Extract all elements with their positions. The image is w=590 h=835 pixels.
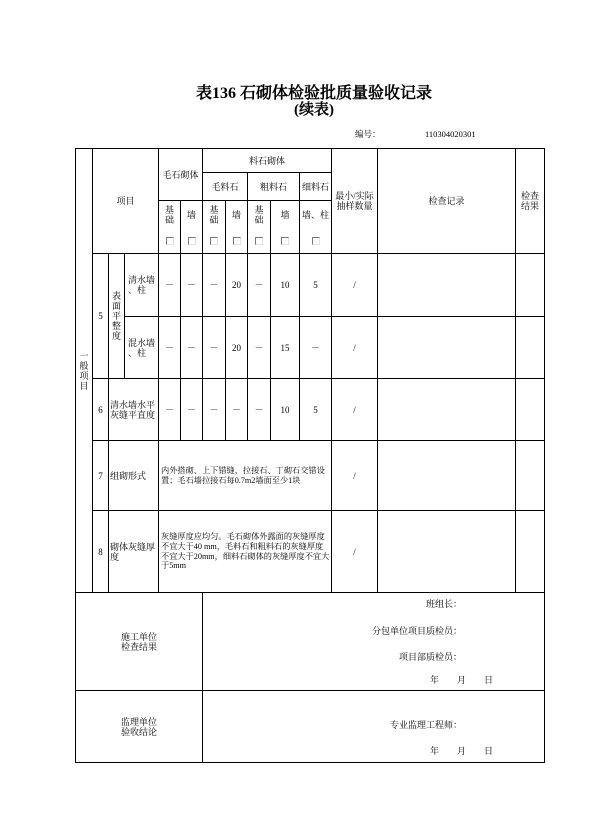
- inspection-record-cell: [377, 253, 516, 317]
- supervising-engineer-label: 专业监理工程师：: [389, 720, 462, 730]
- value-coarse-ashlar-wall: 10: [270, 253, 300, 317]
- item-name-cell: [108, 253, 125, 379]
- inspection-record-cell: [377, 316, 516, 379]
- category-label: 一般项目: [79, 350, 89, 391]
- team-leader-label: 班组长：: [425, 599, 462, 609]
- value-rubble-wall: －: [180, 253, 203, 317]
- item-sub-name: 混水墙、柱: [124, 316, 159, 379]
- subcol-fine-ashlar-wall-column: [299, 200, 332, 254]
- value-rubble-wall: －: [180, 378, 203, 441]
- subcol-label: 基础: [254, 205, 264, 225]
- value-rubble-wall: －: [180, 316, 203, 379]
- subcol-label: 墙、柱: [301, 210, 329, 220]
- value-coarse-ashlar-foundation: －: [247, 378, 271, 441]
- contractor-label-cell: [75, 592, 203, 691]
- value-coarse-ashlar-wall: 10: [270, 378, 300, 441]
- sample-count-cell: /: [331, 440, 378, 511]
- inspection-record-cell: [377, 440, 516, 511]
- item-sub-name: 清水墙、柱: [124, 253, 159, 317]
- subcol-label: 基础: [164, 205, 174, 225]
- checkbox[interactable]: [188, 237, 196, 245]
- value-rough-ashlar-foundation: －: [202, 316, 226, 379]
- value-rough-ashlar-wall: 20: [225, 316, 248, 379]
- inspection-result-cell: [515, 378, 545, 441]
- inspection-record-header: 检查记录: [377, 148, 516, 254]
- supervisor-label-cell: [75, 690, 203, 763]
- subcol-label: 墙: [186, 210, 196, 220]
- checkbox[interactable]: [312, 237, 320, 245]
- checkbox[interactable]: [255, 237, 263, 245]
- subcol-rubble-foundation: [158, 200, 181, 254]
- subcol-label: 墙: [280, 210, 290, 220]
- sample-count-header: 最小/实际抽样数量: [331, 148, 378, 254]
- sample-count-cell: /: [331, 510, 378, 593]
- contractor-date: 年 月 日: [430, 675, 494, 685]
- checkbox[interactable]: [210, 237, 218, 245]
- inspection-result-cell: [515, 253, 545, 317]
- subcol-label-wrap: [271, 203, 299, 227]
- item-number: 7: [92, 440, 109, 511]
- contractor-signature-cell: [202, 592, 545, 691]
- subcol-label: 基础: [209, 205, 219, 225]
- contractor-label: 施工单位检查结果: [120, 631, 157, 652]
- subcol-label-wrap: [181, 203, 202, 227]
- item-number: 5: [92, 253, 109, 379]
- rubble-masonry-header: 毛石砌体: [158, 148, 203, 201]
- subcol-label-wrap: [300, 203, 331, 227]
- page-title: 表136 石砌体检验批质量验收记录: [195, 85, 432, 102]
- subcol-rubble-wall: [180, 200, 203, 254]
- value-fine-ashlar-wall-column: 5: [299, 253, 332, 317]
- fine-ashlar-header: 细料石: [299, 172, 332, 201]
- inspection-result-cell: [515, 510, 545, 593]
- requirement-text: 内外搭砌、上下错缝，拉接石、丁砌石交错设置；毛石墙拉接石每0.7m2墙面至少1块: [158, 440, 332, 511]
- value-rough-ashlar-foundation: －: [202, 253, 226, 317]
- value-fine-ashlar-wall-column: －: [299, 316, 332, 379]
- page-subtitle: (续表): [294, 102, 334, 118]
- project-header: 项目: [92, 148, 159, 254]
- code-label: 编号：: [355, 129, 381, 139]
- inspection-record-cell: [377, 378, 516, 441]
- item-name: 砌体灰缝厚度: [108, 510, 159, 593]
- checkbox[interactable]: [281, 237, 289, 245]
- subcontractor-inspector-label: 分包单位项目质检员：: [371, 626, 462, 636]
- sample-count-cell: /: [331, 253, 378, 317]
- subcol-rough-ashlar-wall: [225, 200, 248, 254]
- subcol-label-wrap: [248, 203, 270, 227]
- sample-count-cell: /: [331, 316, 378, 379]
- checkbox[interactable]: [233, 237, 241, 245]
- subcol-label-wrap: [159, 203, 180, 227]
- subcol-rough-ashlar-foundation: [202, 200, 226, 254]
- coarse-ashlar-header: 粗料石: [247, 172, 300, 201]
- item-number: 8: [92, 510, 109, 593]
- item-name: 表面平整度: [111, 291, 121, 341]
- value-rough-ashlar-foundation: －: [202, 378, 226, 441]
- category-cell: [75, 148, 93, 593]
- value-rubble-foundation: －: [158, 253, 181, 317]
- requirement-text: 灰缝厚度应均匀。毛石砌体外露面的灰缝厚度不宜大于40 mm，毛料石和粗料石的灰缝厚度不宜大于20mm，细料石砌体的灰缝厚度不宜大于5mm: [158, 510, 332, 593]
- subcol-label-wrap: [203, 203, 225, 227]
- value-rubble-foundation: －: [158, 316, 181, 379]
- supervisor-signature-cell: [202, 690, 545, 763]
- rough-ashlar-header: 毛料石: [202, 172, 248, 201]
- inspection-result-cell: [515, 316, 545, 379]
- code-value: 110304020301: [425, 129, 476, 139]
- subcol-label: 墙: [231, 210, 241, 220]
- inspection-result-cell: [515, 440, 545, 511]
- value-rough-ashlar-wall: －: [225, 378, 248, 441]
- inspection-result-header: 检查结果: [515, 148, 545, 254]
- inspection-record-cell: [377, 510, 516, 593]
- value-rubble-foundation: －: [158, 378, 181, 441]
- supervisor-label: 监理单位验收结论: [120, 716, 157, 737]
- item-name: 清水墙水平灰缝平直度: [108, 378, 159, 441]
- item-name: 组砌形式: [108, 440, 159, 511]
- value-coarse-ashlar-foundation: －: [247, 253, 271, 317]
- checkbox[interactable]: [166, 237, 174, 245]
- sample-count-cell: /: [331, 378, 378, 441]
- supervisor-date: 年 月 日: [430, 746, 494, 756]
- subcol-coarse-ashlar-wall: [270, 200, 300, 254]
- value-coarse-ashlar-wall: 15: [270, 316, 300, 379]
- ashlar-masonry-header: 料石砌体: [202, 148, 332, 173]
- item-number: 6: [92, 378, 109, 441]
- project-inspector-label: 项目部质检员：: [398, 652, 462, 662]
- value-fine-ashlar-wall-column: 5: [299, 378, 332, 441]
- value-coarse-ashlar-foundation: －: [247, 316, 271, 379]
- subcol-label-wrap: [226, 203, 247, 227]
- subcol-coarse-ashlar-foundation: [247, 200, 271, 254]
- value-rough-ashlar-wall: 20: [225, 253, 248, 317]
